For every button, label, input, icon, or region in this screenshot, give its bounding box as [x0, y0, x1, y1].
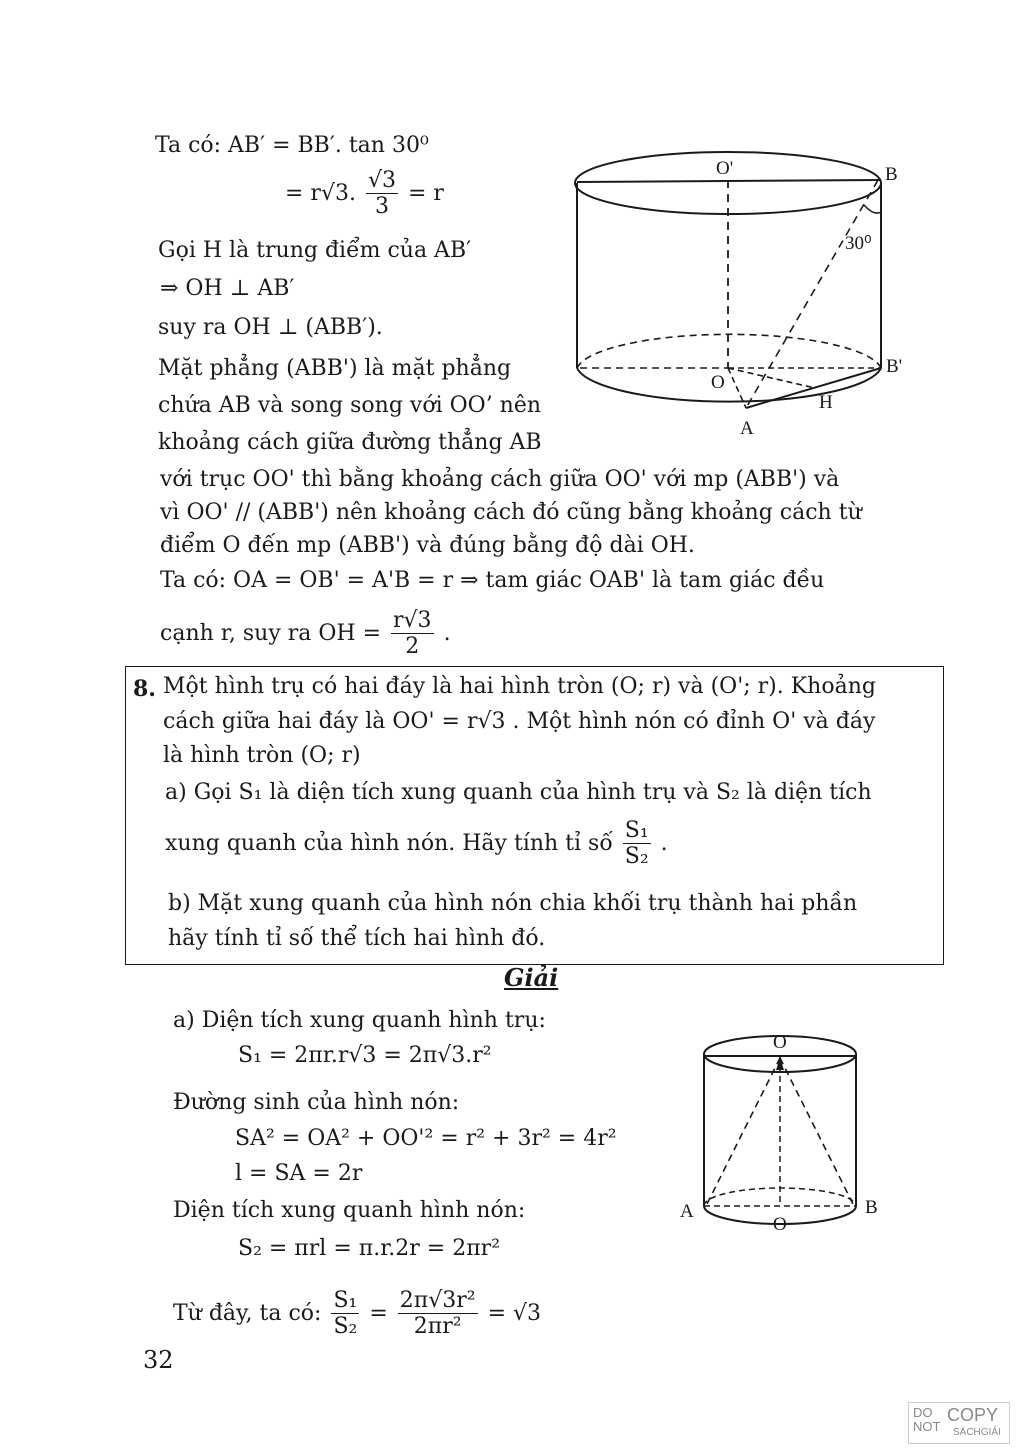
problem-line: Một hình trụ có hai đáy là hai hình tròn (O; r) và (O'; r). Khoảng	[163, 674, 876, 699]
formula-line: Từ đây, ta có: $\frac{\text{S₁}}{\text{S₂}}$ = $\frac{\text{2π√3r²}}{\text{2πr²}}$ = √3	[173, 1288, 542, 1340]
formula-part: = r	[407, 180, 444, 206]
formula-part: = √3	[487, 1300, 542, 1326]
text-line: ⇒ OH ⊥ AB′	[160, 276, 295, 301]
label-a: A	[680, 1201, 694, 1222]
watermark-logo	[908, 1402, 1010, 1444]
text-line: Ta có: OA = OB' = A'B = r ⇒ tam giác OAB' là tam giác đều	[160, 568, 825, 593]
watermark-not: NOT	[913, 1419, 941, 1434]
label-o: O	[711, 372, 725, 393]
cylinder-figure	[560, 150, 920, 450]
text-line: chứa AB và song song với OO’ nên	[158, 393, 542, 418]
watermark-do: DO	[913, 1405, 933, 1420]
solution-formula: SA² = OA² + OO'² = r² + 3r² = 4r²	[235, 1126, 617, 1151]
fraction-denominator: 3	[374, 194, 389, 220]
text-line: khoảng cách giữa đường thẳng AB	[158, 430, 542, 455]
formula-line	[160, 608, 451, 660]
fraction	[391, 608, 434, 660]
solution-line: Đường sinh của hình nón:	[173, 1090, 460, 1115]
problem-line: cách giữa hai đáy là OO' = r√3 . Một hình nón có đỉnh O' và đáy	[163, 709, 876, 734]
label-b: B	[865, 1197, 878, 1218]
text-line: với trục OO' thì bằng khoảng cách giữa OO' với mp (ABB') và	[160, 467, 840, 492]
text-line: điểm O đến mp (ABB') và đúng bằng độ dài OH.	[160, 533, 695, 558]
fraction	[331, 1288, 359, 1340]
label-b: B	[885, 164, 898, 185]
text-line: Gọi H là trung điểm của AB′	[158, 238, 472, 263]
fraction	[623, 818, 651, 870]
bottom-back-arc	[577, 334, 881, 368]
cone-left-generatrix	[706, 1058, 780, 1206]
label-b-prime: B'	[886, 356, 903, 377]
label-o-prime: O'	[716, 158, 734, 179]
problem-line: là hình tròn (O; r)	[163, 743, 361, 768]
fraction-numerator: S₁	[624, 818, 649, 843]
segment-oh	[728, 368, 815, 388]
formula-part: xung quanh của hình nón. Hãy tính tỉ số	[165, 830, 613, 856]
cone-right-generatrix	[780, 1058, 854, 1206]
fraction-numerator: S₁	[333, 1288, 358, 1313]
solution-formula: l = SA = 2r	[235, 1161, 363, 1186]
cylinder-cone-figure	[670, 1020, 900, 1250]
label-h: H	[819, 392, 833, 413]
solution-formula: S₂ = πrl = π.r.2r = 2πr²	[238, 1236, 501, 1261]
formula-part: Từ đây, ta có:	[173, 1300, 322, 1326]
watermark-brand: SÁCHGIẢI	[953, 1427, 1001, 1438]
formula-part: .	[443, 620, 451, 646]
label-o-top: O	[773, 1032, 787, 1053]
problem-line: a) Gọi S₁ là diện tích xung quanh của hình trụ và S₂ là diện tích	[165, 780, 872, 805]
fraction-numerator: √3	[367, 168, 396, 193]
fraction-numerator: 2π√3r²	[399, 1288, 476, 1313]
fraction-numerator: r√3	[393, 608, 432, 633]
text-line: vì OO' // (ABB') nên khoảng cách đó cũng bằng khoảng cách từ	[160, 500, 862, 525]
label-angle: 30⁰	[845, 233, 872, 254]
solution-line: Diện tích xung quanh hình nón:	[173, 1198, 526, 1223]
fraction-denominator: S₂	[624, 844, 649, 870]
formula-part: = r√3.	[285, 180, 356, 206]
solution-title: Giải	[504, 963, 559, 992]
formula-line	[285, 168, 444, 220]
problem-line: hãy tính tỉ số thể tích hai hình đó.	[168, 926, 546, 951]
fraction-denominator: 2	[405, 634, 420, 660]
formula-line	[165, 818, 668, 870]
text-line: Mặt phẳng (ABB') là mặt phẳng	[158, 356, 512, 381]
problem-number: 8.	[133, 676, 156, 702]
formula-part: .	[660, 830, 668, 856]
fraction	[398, 1288, 478, 1340]
page-number: 32	[143, 1346, 174, 1374]
bottom-front-arc	[577, 368, 881, 402]
formula-part: cạnh r, suy ra OH =	[160, 620, 382, 646]
text-line: Ta có: AB′ = BB′. tan 30⁰	[155, 133, 429, 158]
text-line: suy ra OH ⊥ (ABB′).	[158, 315, 383, 340]
watermark-copy: COPY	[947, 1405, 999, 1425]
label-o-bottom: O	[773, 1214, 787, 1235]
problem-line: b) Mặt xung quanh của hình nón chia khối trụ thành hai phần	[168, 891, 858, 916]
fraction	[366, 168, 398, 220]
segment-ab-prime	[746, 368, 881, 408]
angle-arc	[864, 205, 881, 213]
solution-formula: S₁ = 2πr.r√3 = 2π√3.r²	[238, 1043, 492, 1068]
solution-line: a) Diện tích xung quanh hình trụ:	[173, 1008, 546, 1033]
fraction-denominator: S₂	[333, 1314, 358, 1340]
fraction-denominator: 2πr²	[413, 1314, 462, 1340]
label-a: A	[740, 418, 754, 439]
